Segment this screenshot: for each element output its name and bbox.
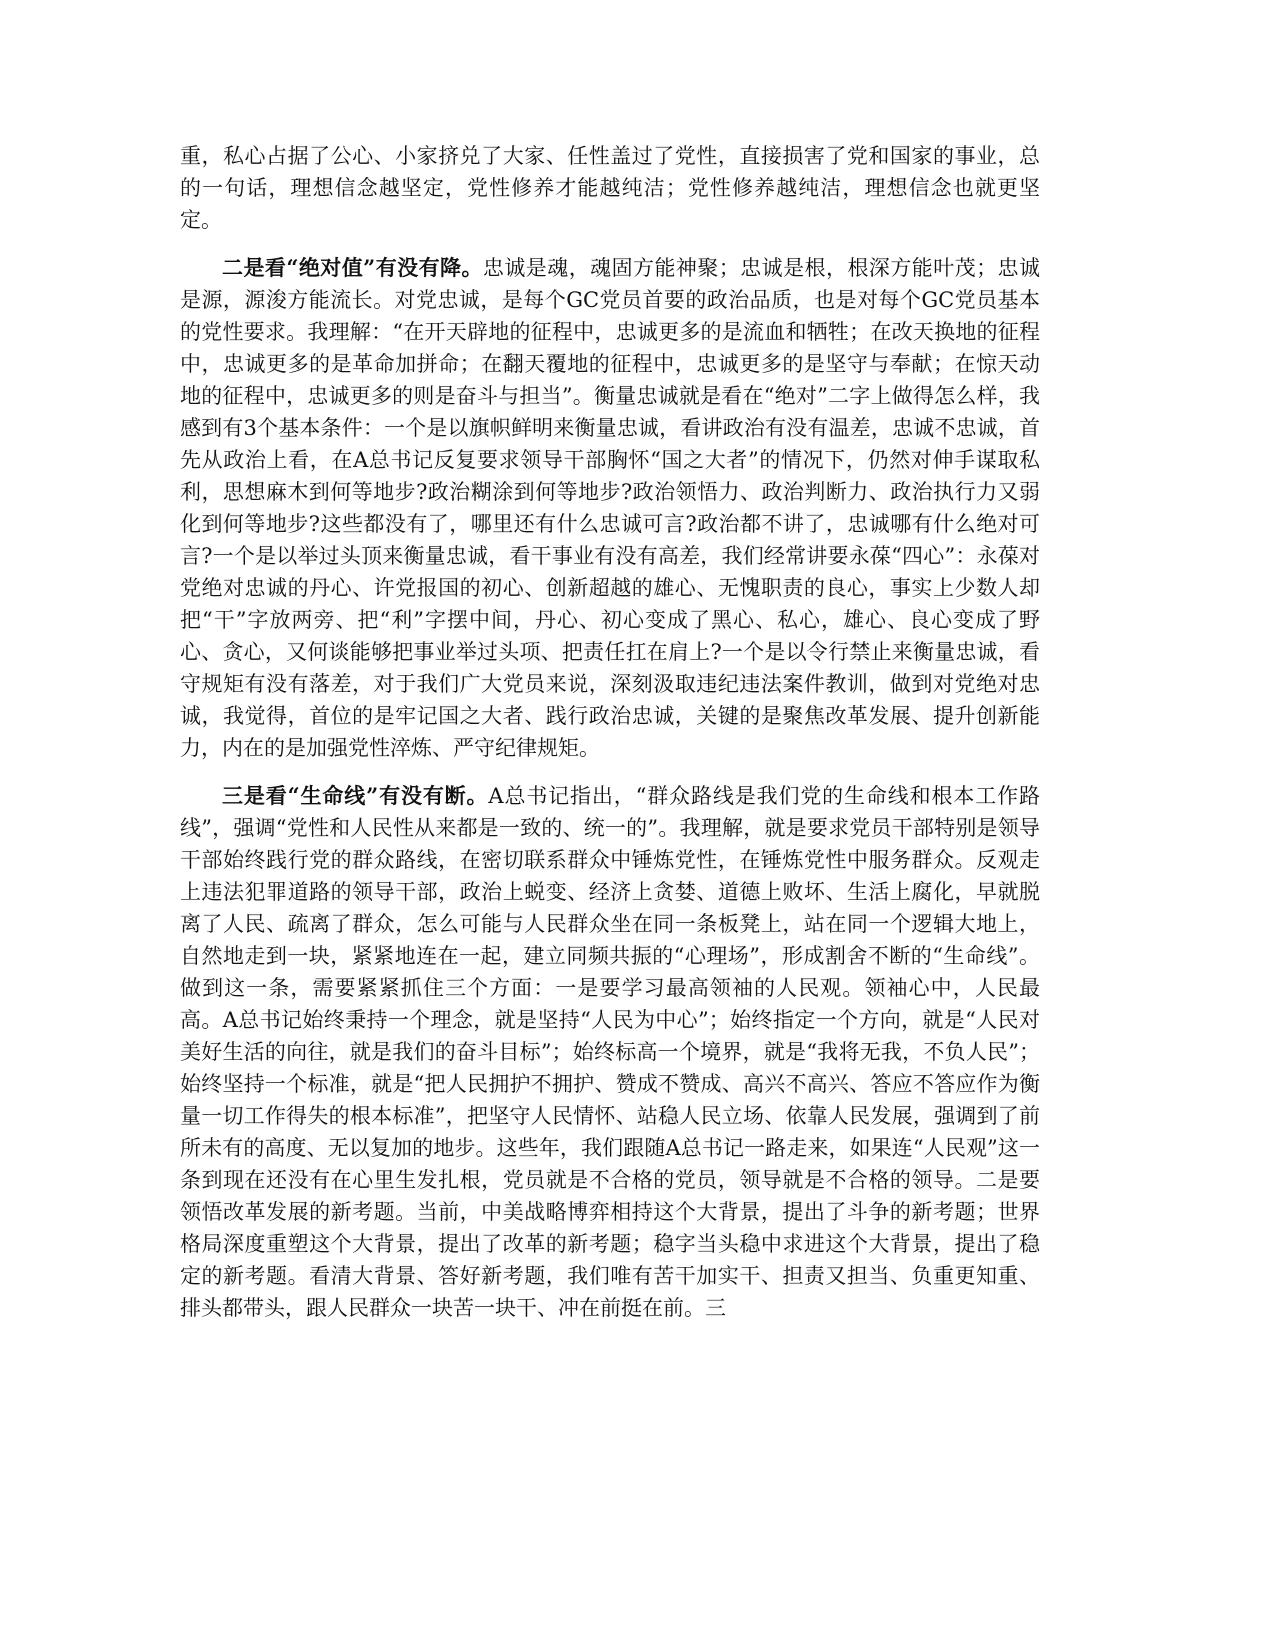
paragraph-heading: 三是看“生命线”有没有断。: [222, 783, 489, 808]
paragraph-heading: 二是看“绝对值”有没有降。: [222, 255, 483, 280]
paragraph-lifeline: [180, 780, 1040, 1324]
paragraph-text: A总书记指出，“群众路线是我们党的生命线和根本工作路线”，强调“党性和人民性从来都是一致的、统一的”。我理解，就是要求党员干部特别是领导干部始终践行党的群众路线，在密切联系群众中锤炼党性，在锤炼党性中服务群众。反观走上违法犯罪道路的领导干部，政治上蜕变、经济上贪婪、道德上败坏、生活上腐化，早就脱离了人民、疏离了群众，怎么可能与人民群众坐在同一条板凳上，站在同一个逻辑大地上，自然地走到一块，紧紧地连在一起，建立同频共振的“心理场”，形成割舍不断的“生命线”。做到这一条，需要紧紧抓住三个方面：一是要学习最高领袖的人民观。领袖心中，人民最高。A总书记始终秉持一个理念，就是坚持“人民为中心”；始终指定一个方向，就是“人民对美好生活的向往，就是我们的奋斗目标”；始终标高一个境界，就是“我将无我，不负人民”；始终坚持一个标准，就是“把人民拥护不拥护、赞成不赞成、高兴不高兴、答应不答应作为衡量一切工作得失的根本标准”，把坚守人民情怀、站稳人民立场、依靠人民发展，强调到了前所未有的高度、无以复加的地步。这些年，我们跟随A总书记一路走来，如果连“人民观”这一条到现在还没有在心里生发扎根，党员就是不合格的党员，领导就是不合格的领导。二是要领悟改革发展的新考题。当前，中美战略博弈相持这个大背景，提出了斗争的新考题；世界格局深度重塑这个大背景，提出了改革的新考题；稳字当头稳中求进这个大背景，提出了稳定的新考题。看清大背景、答好新考题，我们唯有苦干加实干、担责又担当、负重更知重、排头都带头，跟人民群众一块苦一块干、冲在前挺在前。三: [180, 784, 1040, 1320]
document-page: [180, 140, 1040, 1340]
paragraph-text: 重，私心占据了公心、小家挤兑了大家、任性盖过了党性，直接损害了党和国家的事业，总的一句话，理想信念越坚定，党性修养才能越纯洁；党性修养越纯洁，理想信念也就更坚定。: [180, 144, 1040, 232]
paragraph-text: 忠诚是魂，魂固方能神聚；忠诚是根，根深方能叶茂；忠诚是源，源浚方能流长。对党忠诚，是每个GC党员首要的政治品质，也是对每个GC党员基本的党性要求。我理解：“在开天辟地的征程中，忠诚更多的是流血和牺牲；在改天换地的征程中，忠诚更多的是革命加拼命；在翻天覆地的征程中，忠诚更多的是坚守与奉献；在惊天动地的征程中，忠诚更多的则是奋斗与担当”。衡量忠诚就是看在“绝对”二字上做得怎么样，我感到有3个基本条件：一个是以旗帜鲜明来衡量忠诚，看讲政治有没有温差，忠诚不忠诚，首先从政治上看，在A总书记反复要求领导干部胸怀“国之大者”的情况下，仍然对伸手谋取私利，思想麻木到何等地步?政治糊涂到何等地步?政治领悟力、政治判断力、政治执行力又弱化到何等地步?这些都没有了，哪里还有什么忠诚可言?政治都不讲了，忠诚哪有什么绝对可言?一个是以举过头顶来衡量忠诚，看干事业有没有高差，我们经常讲要永葆“四心”：永葆对党绝对忠诚的丹心、许党报国的初心、创新超越的雄心、无愧职责的良心，事实上少数人却把“干”字放两旁、把“利”字摆中间，丹心、初心变成了黑心、私心，雄心、良心变成了野心、贪心，又何谈能够把事业举过头项、把责任扛在肩上?一个是以令行禁止来衡量忠诚，看守规矩有没有落差，对于我们广大党员来说，深刻汲取违纪违法案件教训，做到对党绝对忠诚，我觉得，首位的是牢记国之大者、践行政治忠诚，关键的是聚焦改革发展、提升创新能力，内在的是加强党性淬炼、严守纪律规矩。: [180, 256, 1040, 760]
paragraph-continued: [180, 140, 1040, 236]
paragraph-absolute-value: [180, 252, 1040, 764]
